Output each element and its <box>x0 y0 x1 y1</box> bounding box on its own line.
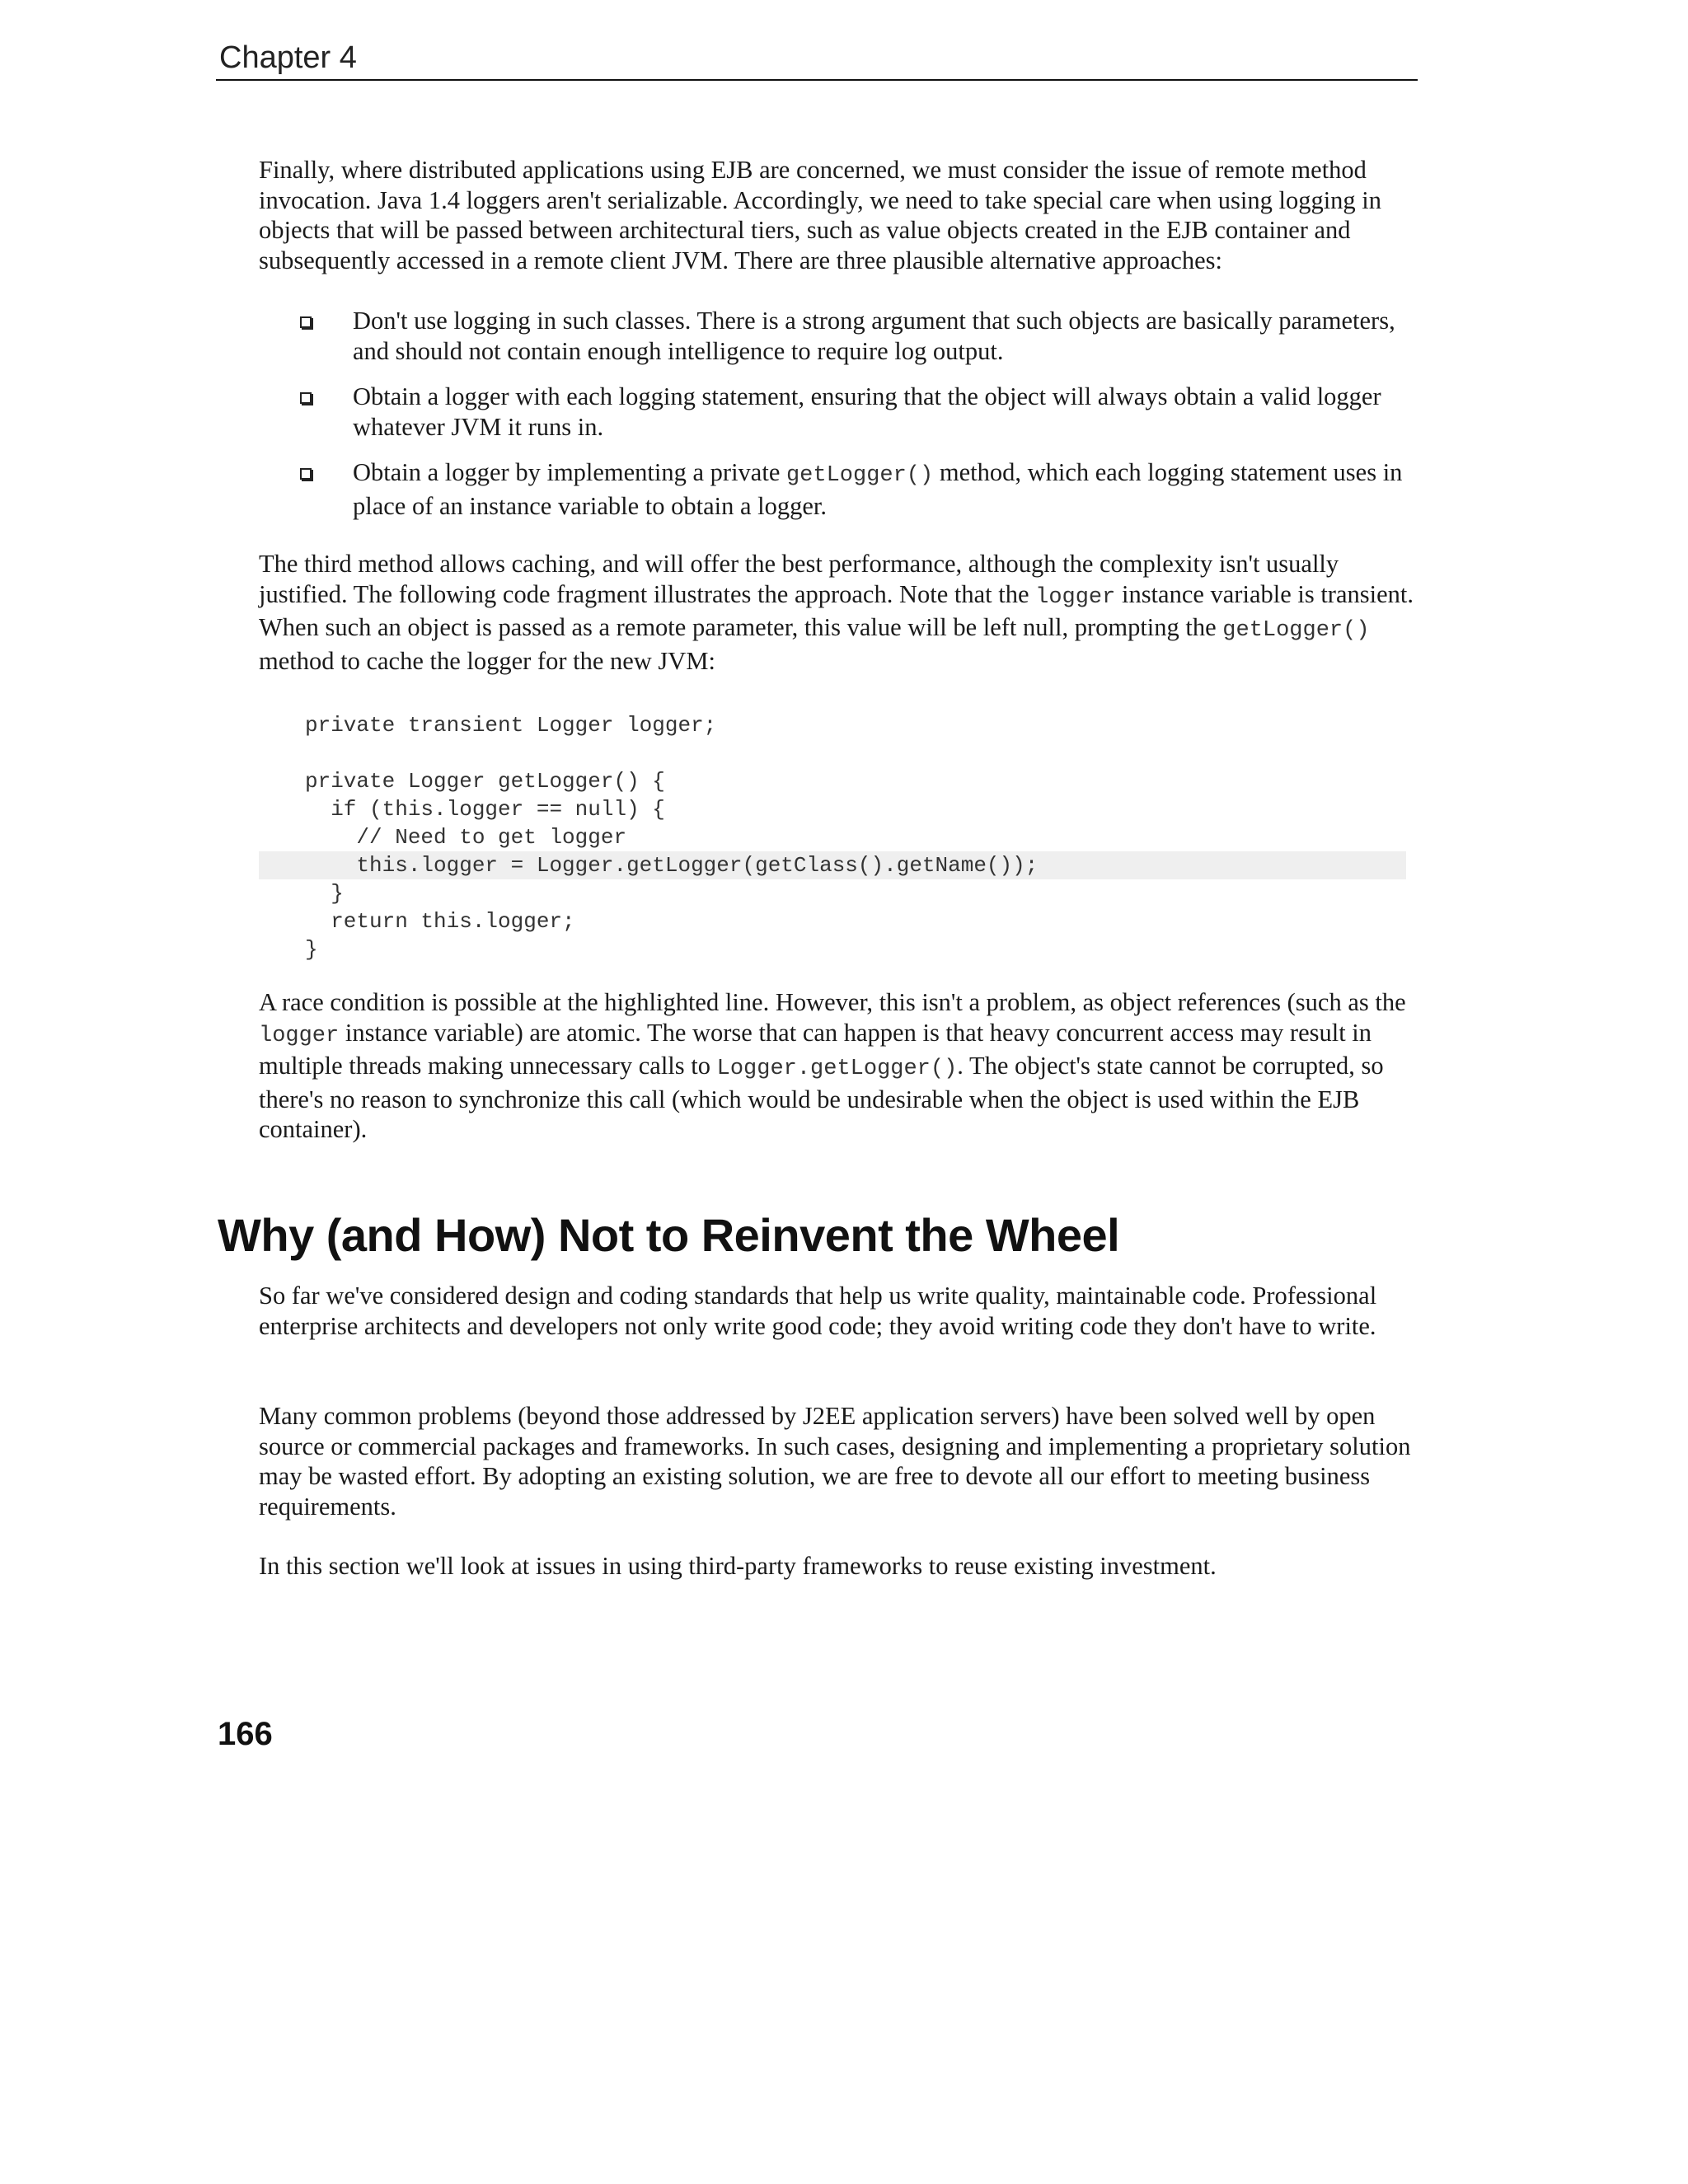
page-number: 166 <box>218 1716 273 1752</box>
checkbox-bullet-icon <box>300 392 312 404</box>
inline-code: getLogger() <box>785 463 934 488</box>
bullet-text: method, which each logging statement uses in place of an instance variable to obtain a logger. <box>353 458 1403 520</box>
code-line: } <box>305 881 344 906</box>
paragraph-race-condition <box>259 987 1421 1145</box>
code-line: // Need to get logger <box>305 825 627 850</box>
checkbox-bullet-icon <box>300 316 312 328</box>
code-line: private Logger getLogger() { <box>305 769 665 794</box>
paragraph-caching <box>259 549 1421 676</box>
inline-code: logger <box>1035 584 1116 610</box>
bullet-text: Don't use logging in such classes. There is a strong argument that such objects are basically parameters, and should not contain enough intelligence to require log output. <box>353 307 1395 365</box>
text-run: . The object's state cannot be corrupted, so there's no reason to synchronize this call (which would be undesirable when the object is used within the EJB container). <box>259 1052 1384 1143</box>
list-item <box>259 457 1421 521</box>
paragraph-remote-invocation: Finally, where distributed applications using EJB are concerned, we must consider the issue of remote method invocation. Java 1.4 loggers aren't serializable. Accordingly, we need to take special care when using logging in objects that will be passed between architectural tiers, such as value objects created in the EJB container and subsequently accessed in a remote client JVM. There are three plausible alternative approaches: <box>259 156 1382 274</box>
bullet-text: Obtain a logger with each logging statement, ensuring that the object will always obtain a valid logger whatever JVM it runs in. <box>353 382 1381 441</box>
code-line: private transient Logger logger; <box>305 713 717 738</box>
code-line <box>259 739 1406 767</box>
code-listing <box>259 711 1406 963</box>
approaches-list <box>259 306 1421 537</box>
bullet-text: Obtain a logger by implementing a private <box>353 458 786 486</box>
list-item <box>259 306 1421 366</box>
code-line: return this.logger; <box>305 909 575 934</box>
paragraph-standards: So far we've considered design and coding standards that help us write quality, maintainable code. Professional enterprise architects and developers not only write good code; they avoid writing code they don't have to write. <box>259 1282 1377 1340</box>
text-run: instance variable) are atomic. The worse that can happen is that heavy concurrent access may result in multiple threads making unnecessary calls to <box>259 1018 1372 1080</box>
section-heading: Why (and How) Not to Reinvent the Wheel <box>218 1209 1120 1261</box>
checkbox-bullet-icon <box>300 468 312 480</box>
running-header <box>216 36 1418 81</box>
inline-code: Logger.getLogger() <box>716 1057 958 1081</box>
list-item <box>259 382 1421 442</box>
chapter-title: Chapter 4 <box>219 40 357 75</box>
paragraph-third-party: In this section we'll look at issues in using third-party frameworks to reuse existing investment. <box>259 1552 1217 1580</box>
text-run: A race condition is possible at the highlighted line. However, this isn't a problem, as object references (such as the <box>259 988 1406 1016</box>
text-run: The third method allows caching, and will offer the best performance, although the complexity isn't usually justified. The following code fragment illustrates the approach. Note that the <box>259 550 1339 608</box>
text-run: instance variable is transient. When such an object is passed as a remote parameter, this value will be left null, prompting the <box>259 579 1414 641</box>
code-line: } <box>305 937 318 962</box>
paragraph-common-problems: Many common problems (beyond those addressed by J2EE application servers) have been solved well by open source or commercial packages and frameworks. In such cases, designing and implementing a proprietary solution may be wasted effort. By adopting an existing solution, we are free to devote all our effort to meeting business requirements. <box>259 1402 1411 1521</box>
inline-code: logger <box>259 1023 340 1048</box>
inline-code: getLogger() <box>1222 618 1370 643</box>
text-run: method to cache the logger for the new JVM: <box>259 646 715 675</box>
code-line-highlighted: this.logger = Logger.getLogger(getClass().getName()); <box>259 851 1406 879</box>
code-line: if (this.logger == null) { <box>305 797 665 822</box>
